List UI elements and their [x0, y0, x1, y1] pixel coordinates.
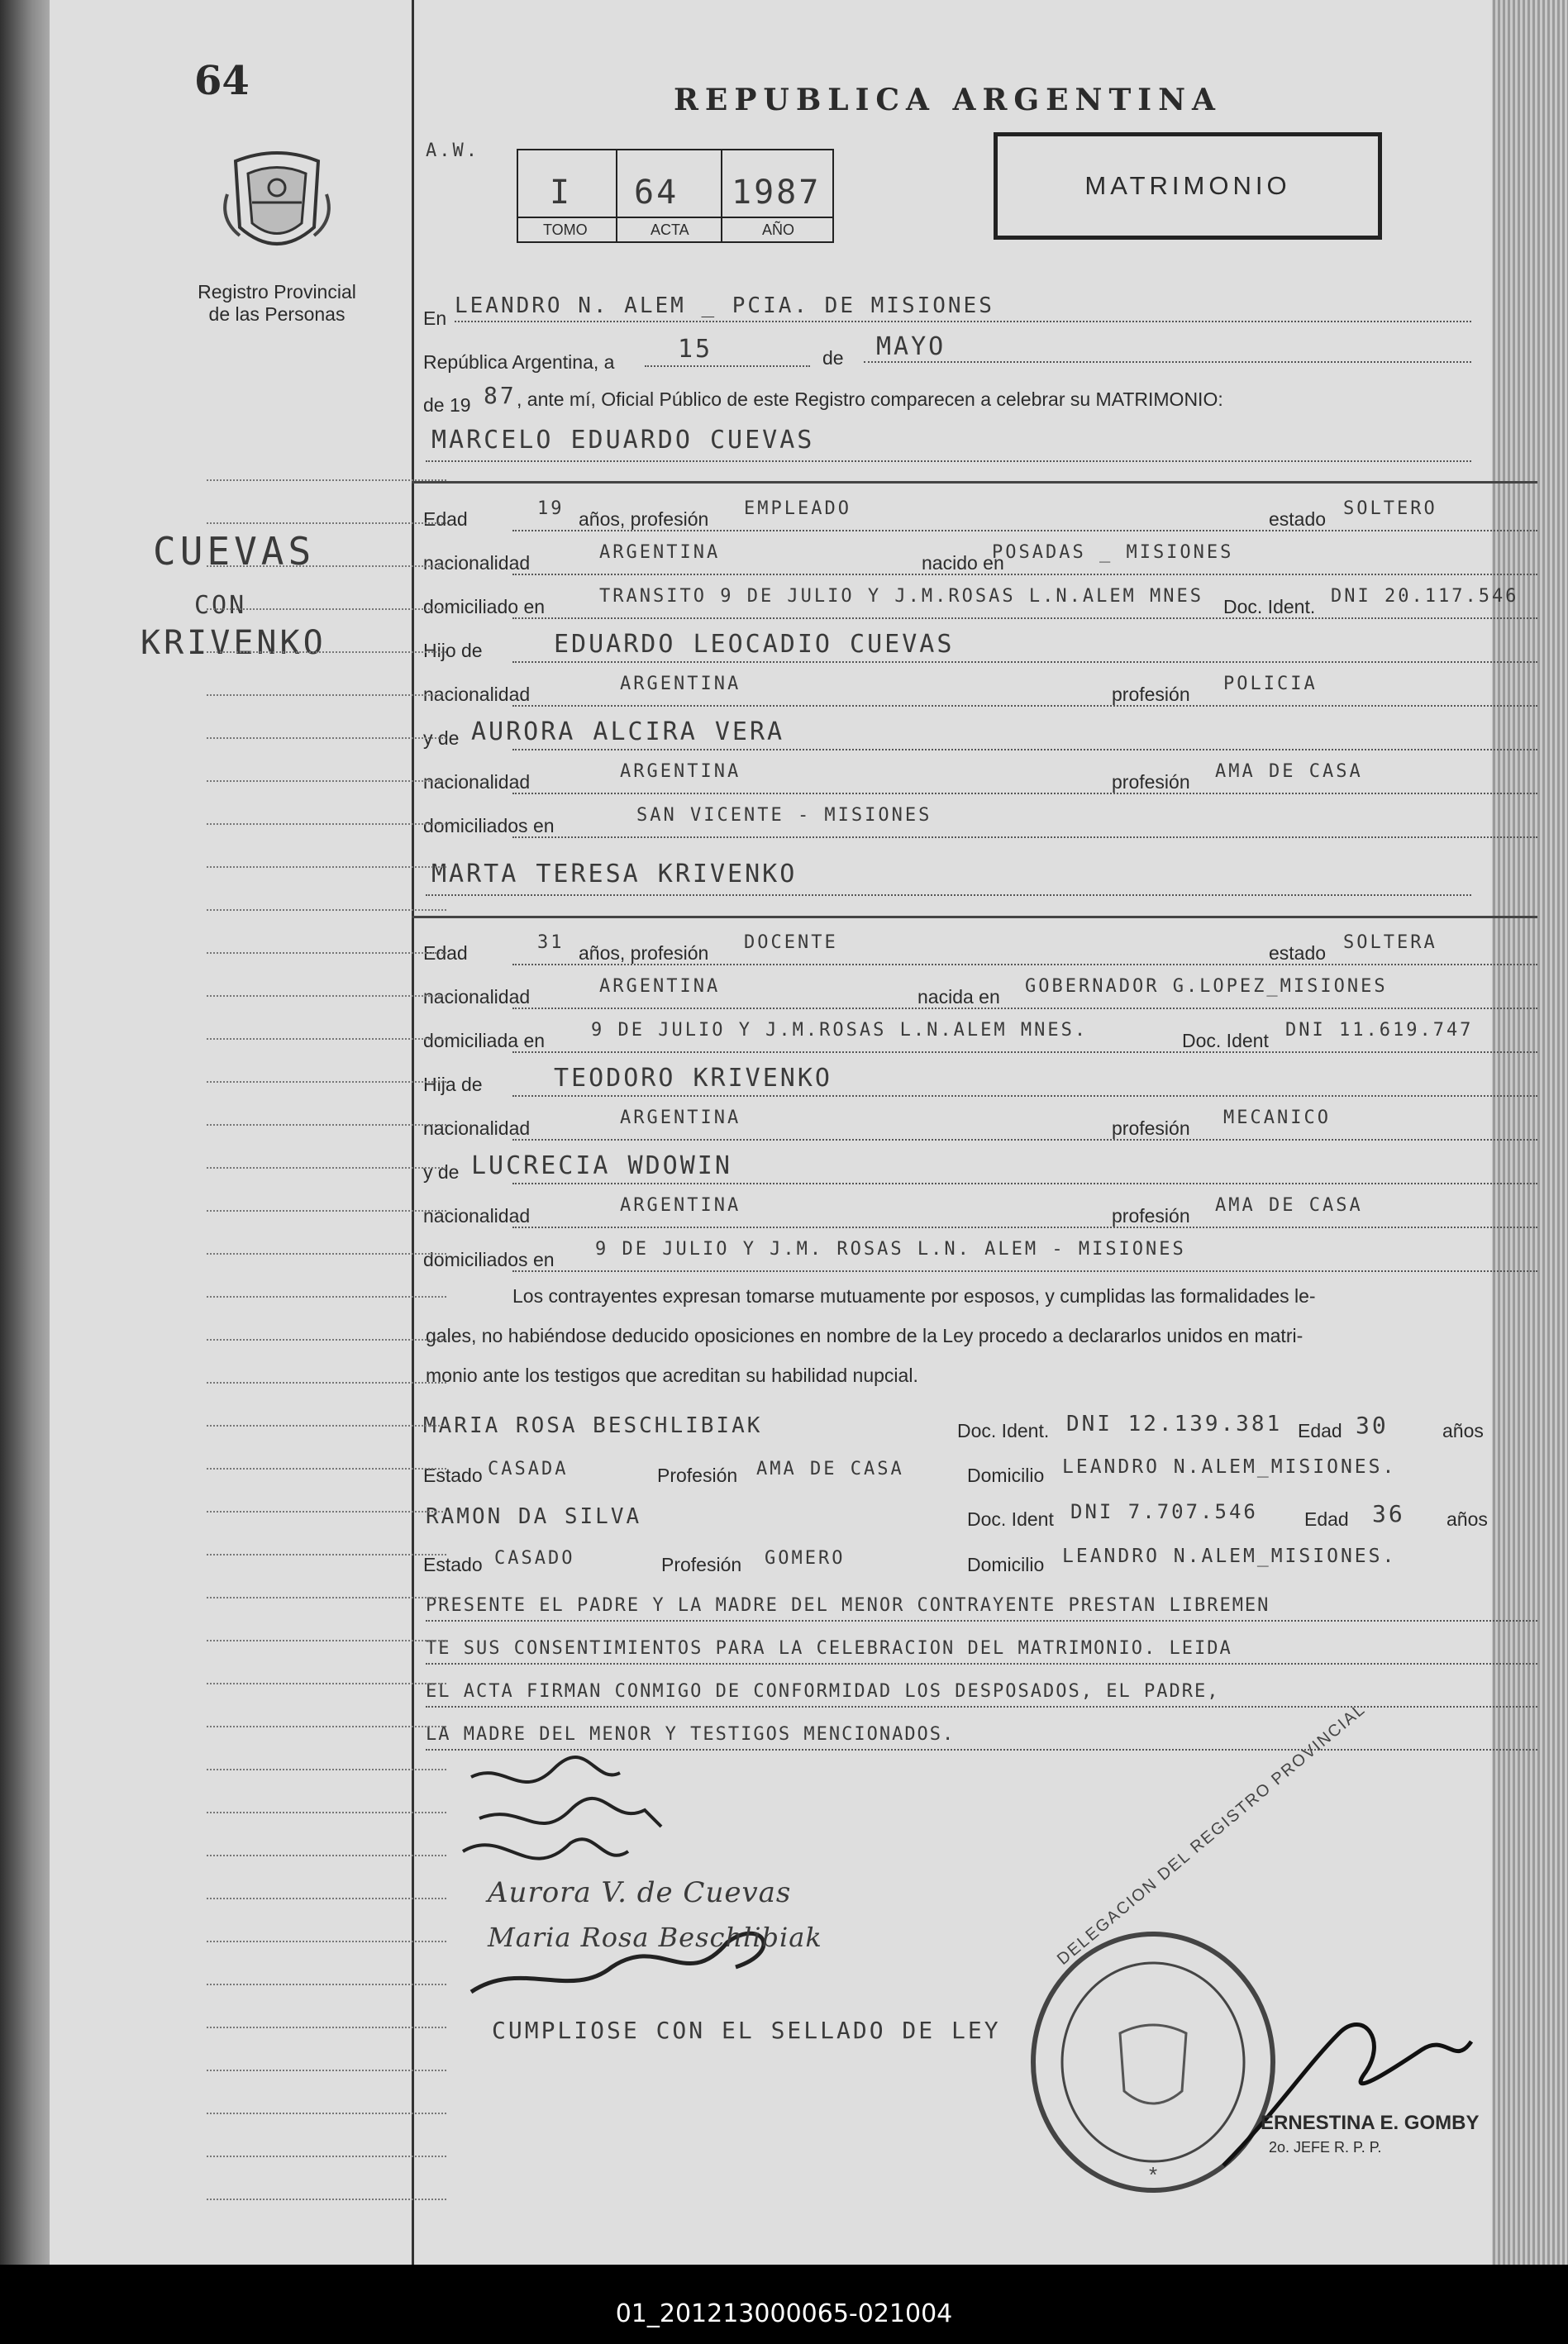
bride-estado: SOLTERA [1343, 932, 1437, 953]
underline [512, 661, 1537, 663]
groom-mother-prof: AMA DE CASA [1215, 761, 1363, 782]
groom-nacionalidad-label: nacionalidad [423, 552, 531, 574]
margin-name-con: CON [194, 591, 247, 620]
margin-line [207, 608, 446, 610]
groom-y-de-label: y de [423, 727, 460, 749]
comparecen-text: , ante mí, Oficial Público de este Registro comparecen a celebrar su MATRIMONIO: [517, 388, 1223, 410]
groom-nacionalidad: ARGENTINA [599, 542, 721, 563]
doc-type: MATRIMONIO [1084, 171, 1291, 200]
margin-line [207, 1425, 446, 1427]
page-number: 64 [194, 58, 250, 104]
bride-nacionalidad: ARGENTINA [599, 976, 721, 997]
margin-name-groom: CUEVAS [153, 529, 316, 574]
bride-nacida: GOBERNADOR G.LOPEZ_MISIONES [1025, 976, 1388, 997]
bride-name: MARTA TERESA KRIVENKO [431, 860, 798, 889]
margin-line [207, 1898, 446, 1899]
margin-line [207, 2199, 446, 2200]
groom-estado-label: estado [1269, 508, 1327, 530]
groom-domiciliados-label: domiciliados en [423, 815, 555, 836]
anio-label: AÑO [762, 222, 795, 238]
margin-line [207, 737, 446, 739]
bride-domicilio-label: domiciliada en [423, 1030, 546, 1051]
witness2-doc: DNI 7.707.546 [1070, 1500, 1258, 1523]
witness1-prof-label: Profesión [657, 1465, 738, 1486]
margin-name-bride: KRIVENKO [141, 624, 326, 662]
groom-name: MARCELO EDUARDO CUEVAS [431, 426, 815, 455]
witness2-estado-label: Estado [423, 1554, 483, 1575]
signature-mother: Aurora V. de Cuevas [488, 1876, 792, 1909]
witness1-doc-label: Doc. Ident. [957, 1420, 1050, 1441]
declaration-line-1: Los contrayentes expresan tomarse mutuamente por esposos, y cumplidas las formalidades le- [512, 1285, 1316, 1307]
margin-line [207, 1812, 446, 1813]
document-page [50, 0, 1519, 2265]
margin-line [207, 1038, 446, 1040]
witness1-dom-label: Domicilio [967, 1465, 1045, 1486]
witness1-anos: años [1442, 1420, 1484, 1441]
bride-father: TEODORO KRIVENKO [554, 1064, 832, 1093]
bride-anos-prof-label: años, profesión [579, 942, 709, 964]
margin-line [207, 1339, 446, 1341]
margin-line [207, 952, 446, 954]
margin-line [207, 909, 446, 911]
bride-father-prof: MECANICO [1223, 1108, 1331, 1128]
bride-parents-dom: 9 DE JULIO Y J.M. ROSAS L.N. ALEM - MISIONES [595, 1239, 1186, 1260]
margin-line [207, 694, 446, 696]
witness2-prof: GOMERO [765, 1548, 846, 1569]
underline [512, 1008, 1537, 1009]
margin-line [207, 866, 446, 868]
margin-line [207, 823, 446, 825]
provincial-coat-of-arms-icon [219, 145, 335, 260]
note-line-2: TE SUS CONSENTIMIENTOS PARA LA CELEBRACION DEL MATRIMONIO. LEIDA [426, 1638, 1232, 1659]
underline [512, 574, 1537, 575]
groom-profesion: EMPLEADO [744, 498, 851, 519]
note-line-3: EL ACTA FIRMAN CONMIGO DE CONFORMIDAD LOS DESPOSADOS, EL PADRE, [426, 1681, 1220, 1702]
bride-nacida-label: nacida en [917, 986, 1000, 1008]
margin-line [207, 651, 446, 653]
underline [512, 617, 1537, 619]
official-signature-icon [1207, 1984, 1504, 2190]
groom-nacido-label: nacido en [922, 552, 1004, 574]
margin-line [207, 1984, 446, 1985]
margin-line [207, 2027, 446, 2028]
witness1-edad: 30 [1356, 1412, 1389, 1439]
groom-mother-nac: ARGENTINA [620, 761, 741, 782]
witness1-estado-label: Estado [423, 1465, 483, 1486]
witness2-anos: años [1446, 1508, 1488, 1530]
witness2-estado: CASADO [494, 1548, 575, 1569]
stamp-ring-text: DELEGACION DEL REGISTRO PROVINCIAL [1054, 1699, 1370, 1969]
underline [512, 1227, 1537, 1228]
margin-line [207, 1597, 446, 1598]
margin-line [207, 1167, 446, 1169]
de19-label: de 19 [423, 394, 471, 416]
witness2-edad: 36 [1372, 1500, 1405, 1527]
underline [512, 1095, 1537, 1097]
image-caption: 01_201213000065-021004 [615, 2299, 953, 2328]
groom-profesion-label: profesión [1112, 684, 1190, 705]
underline [512, 530, 1537, 531]
groom-nacionalidad-label: nacionalidad [423, 771, 531, 793]
groom-father: EDUARDO LEOCADIO CUEVAS [554, 630, 955, 659]
witness2-edad-label: Edad [1304, 1508, 1349, 1530]
groom-domicilio: TRANSITO 9 DE JULIO Y J.M.ROSAS L.N.ALEM MNES [599, 586, 1204, 607]
groom-anos-prof-label: años, profesión [579, 508, 709, 530]
registry-name: Registro Provincial de las Personas [198, 281, 356, 325]
de-label: de [822, 347, 844, 369]
margin-line [207, 1253, 446, 1255]
sellado-note: CUMPLIOSE CON EL SELLADO DE LEY [492, 2017, 1001, 2044]
underline [512, 964, 1537, 965]
day: 15 [678, 335, 713, 364]
acta-label: ACTA [651, 222, 689, 238]
bride-domicilio: 9 DE JULIO Y J.M.ROSAS L.N.ALEM MNES. [591, 1020, 1089, 1041]
margin-line [207, 2070, 446, 2071]
witness1-name: MARIA ROSA BESCHLIBIAK [423, 1413, 763, 1438]
margin-line [207, 1468, 446, 1470]
margin-line [207, 1640, 446, 1641]
bride-y-de-label: y de [423, 1161, 460, 1183]
margin-line [207, 1769, 446, 1770]
margin-line [207, 1554, 446, 1556]
en-label: En [423, 307, 447, 329]
groom-nacido: POSADAS _ MISIONES [992, 542, 1234, 563]
groom-doc: DNI 20.117.546 [1331, 586, 1519, 607]
groom-domicilio-label: domiciliado en [423, 596, 546, 617]
margin-line [207, 1210, 446, 1212]
underline [512, 705, 1537, 707]
underline [512, 1051, 1537, 1053]
groom-hijo-label: Hijo de [423, 640, 483, 661]
margin-line [207, 1941, 446, 1942]
bride-edad: 31 [537, 932, 565, 953]
margin-line [207, 1081, 446, 1083]
margin-line [207, 1726, 446, 1727]
bride-nacionalidad-label: nacionalidad [423, 986, 531, 1008]
underline [512, 793, 1537, 794]
margin-line [207, 2113, 446, 2114]
groom-father-prof: POLICIA [1223, 674, 1318, 694]
bride-mother-nac: ARGENTINA [620, 1195, 741, 1216]
margin-line [207, 1511, 446, 1513]
margin-line [207, 995, 446, 997]
bride-nacionalidad-label: nacionalidad [423, 1205, 531, 1227]
country-title: REPUBLICA ARGENTINA [674, 83, 1222, 117]
anio-value: 1987 [732, 174, 822, 212]
groom-edad: 19 [537, 498, 565, 519]
page-stack-edge [1488, 0, 1568, 2265]
declaration-line-3: monio ante los testigos que acreditan su habilidad nupcial. [426, 1365, 918, 1386]
margin-line [207, 1124, 446, 1126]
bride-profesion: DOCENTE [744, 932, 838, 953]
witness2-dom: LEANDRO N.ALEM_MISIONES. [1062, 1546, 1397, 1567]
record-id-box [517, 149, 834, 243]
witness2-dom-label: Domicilio [967, 1554, 1045, 1575]
groom-father-nac: ARGENTINA [620, 674, 741, 694]
matrimonio-box [994, 132, 1382, 240]
bride-edad-label: Edad [423, 942, 468, 964]
underline [512, 1270, 1537, 1272]
margin-line [207, 1683, 446, 1684]
bride-profesion-label: profesión [1112, 1205, 1190, 1227]
bride-mother-prof: AMA DE CASA [1215, 1195, 1363, 1216]
underline [512, 749, 1537, 750]
bride-profesion-label: profesión [1112, 1117, 1190, 1139]
initials: A.W. [426, 141, 479, 161]
tomo-value: I [550, 174, 573, 212]
bride-doc-label: Doc. Ident [1182, 1030, 1269, 1051]
bride-father-nac: ARGENTINA [620, 1108, 741, 1128]
witness1-prof: AMA DE CASA [756, 1459, 904, 1479]
note-line-1: PRESENTE EL PADRE Y LA MADRE DEL MENOR CONTRAYENTE PRESTAN LIBREMEN [426, 1595, 1270, 1616]
svg-text:*: * [1148, 2162, 1158, 2187]
declaration-line-2: gales, no habiéndose deducido oposiciones en nombre de la Ley procedo a declararlos unidos en matri- [426, 1325, 1303, 1346]
bride-domiciliados-label: domiciliados en [423, 1249, 555, 1270]
tomo-label: TOMO [543, 222, 588, 238]
underline [512, 1183, 1537, 1184]
underline [512, 1139, 1537, 1141]
bride-mother: LUCRECIA WDOWIN [471, 1151, 732, 1180]
witness2-doc-label: Doc. Ident [967, 1508, 1054, 1530]
acta-value: 64 [634, 174, 679, 212]
margin-line [207, 522, 446, 524]
place: LEANDRO N. ALEM _ PCIA. DE MISIONES [455, 293, 994, 318]
witness1-doc: DNI 12.139.381 [1066, 1412, 1283, 1436]
note-line-4: LA MADRE DEL MENOR Y TESTIGOS MENCIONADOS. [426, 1724, 956, 1745]
official-title: 2o. JEFE R. P. P. [1269, 2139, 1382, 2156]
groom-profesion-label: profesión [1112, 771, 1190, 793]
witness1-edad-label: Edad [1298, 1420, 1342, 1441]
margin-line [207, 565, 446, 567]
bride-doc: DNI 11.619.747 [1285, 1020, 1474, 1041]
official-name: ERNESTINA E. GOMBY [1261, 2112, 1480, 2134]
month: MAYO [876, 332, 946, 361]
margin-line [207, 2156, 446, 2157]
witness2-prof-label: Profesión [661, 1554, 742, 1575]
year: 87 [484, 382, 517, 409]
bride-hija-label: Hija de [423, 1074, 483, 1095]
margin-line [207, 780, 446, 782]
bride-estado-label: estado [1269, 942, 1327, 964]
republica-label: República Argentina, a [423, 351, 615, 373]
underline [512, 836, 1537, 838]
groom-doc-label: Doc. Ident. [1223, 596, 1316, 617]
margin-line [207, 1382, 446, 1384]
groom-mother: AURORA ALCIRA VERA [471, 717, 785, 746]
witness1-dom: LEANDRO N.ALEM_MISIONES. [1062, 1456, 1397, 1478]
witness2-name: RAMON DA SILVA [426, 1504, 642, 1529]
groom-edad-label: Edad [423, 508, 468, 530]
margin-line [207, 1855, 446, 1856]
groom-nacionalidad-label: nacionalidad [423, 684, 531, 705]
groom-estado: SOLTERO [1343, 498, 1437, 519]
witness1-estado: CASADA [488, 1459, 569, 1479]
margin-line [207, 479, 446, 481]
bride-nacionalidad-label: nacionalidad [423, 1117, 531, 1139]
margin-line [207, 1296, 446, 1298]
groom-parents-dom: SAN VICENTE - MISIONES [636, 805, 932, 826]
signature-witness1: Maria Rosa Beschlibiak [488, 1922, 822, 1953]
margin-rule [412, 0, 414, 2265]
